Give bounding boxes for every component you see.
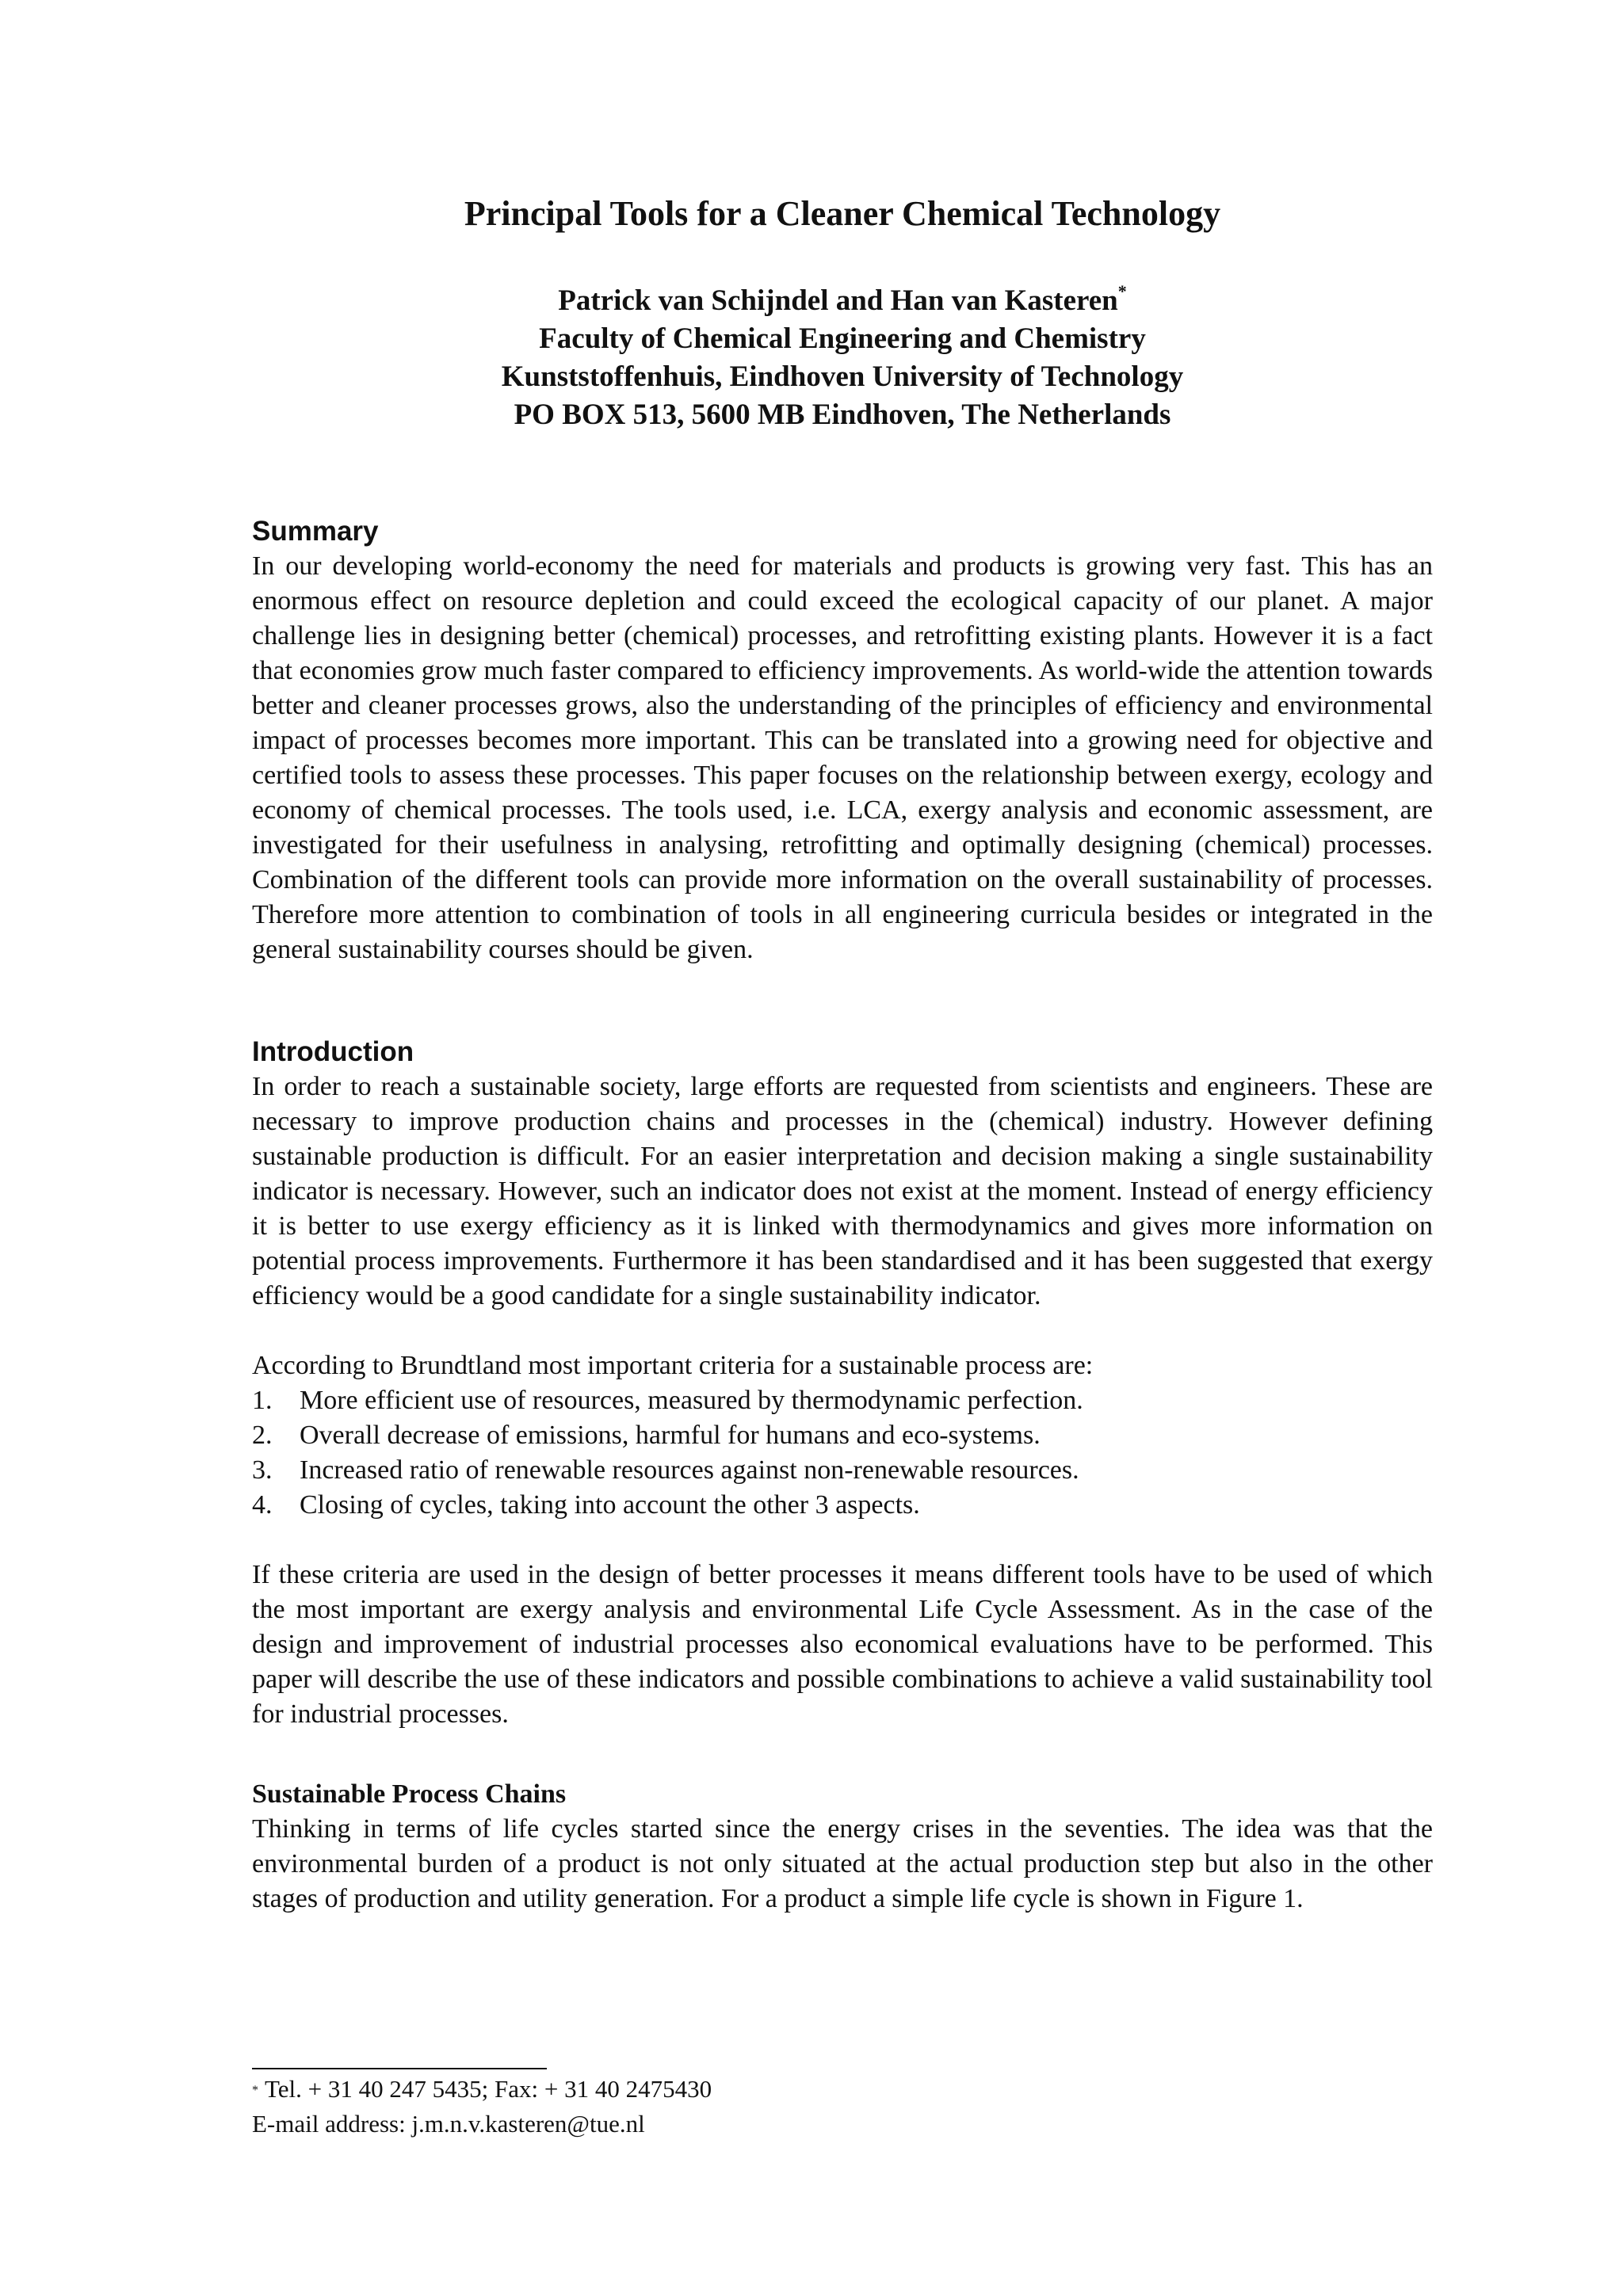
summary-text: In our developing world-economy the need for materials and products is growing very fast. This has an enormous effect on resource depletion and could exceed the ecological capacity of our planet. A major challenge lies in designing better (chemical) processes, and retrofitting existing plants. However it is a fact that economies grow much faster compared to efficiency improvements. As world-wide the attention towards better and cleaner processes grows, also the understanding of the principles of efficiency and environmental impact of processes becomes more important. This can be translated into a growing need for objective and certified tools to assess these processes. This paper focuses on the relationship between exergy, ecology and economy of chemical processes. The tools used, i.e. LCA, exergy analysis and economic assessment, are investigated for their usefulness in analysing, retrofitting and optimally designing (chemical) processes. Combination of the different tools can provide more information on the overall sustainability of processes. Therefore more attention to combination of tools in all engineering curricula besides or integrated in the general sustainability courses should be given. — [252, 551, 1433, 964]
list-item-text: Overall decrease of emissions, harmful for humans and eco-systems. — [300, 1421, 1041, 1450]
list-item-number: 3. — [252, 1455, 273, 1485]
affiliation-address: PO BOX 513, 5600 MB Eindhoven, The Netherlands — [514, 399, 1171, 431]
summary-section — [252, 513, 1433, 967]
footnote — [252, 2073, 1433, 2141]
author-names: Patrick van Schijndel and Han van Kasteren — [558, 284, 1118, 317]
list-item — [252, 1453, 1433, 1488]
footnote-phone-fax: Tel. + 31 40 247 5435; Fax: + 31 40 2475430 — [265, 2075, 712, 2103]
introduction-paragraph-1: In order to reach a sustainable society, large efforts are requested from scientists and engineers. These are necessary to improve production chains and processes in the (chemical) industry. However defining sustainable production is difficult. For an easier interpretation and decision making a single sustainability indicator is necessary. However, such an indicator does not exist at the moment. Instead of energy efficiency it is better to use exergy efficiency as it is linked with thermodynamics and gives more information on potential process improvements. Furthermore it has been standardised and it has been suggested that exergy efficiency would be a good candidate for a single sustainability indicator. — [252, 1072, 1433, 1310]
introduction-paragraph-2: If these criteria are used in the design of better processes it means different tools have to be used of which the most important are exergy analysis and environmental Life Cycle Assessment. As in the case of the design and improvement of industrial processes also economical evaluations have to be performed. This paper will describe the use of these indicators and possible combinations to achieve a valid sustainability tool for industrial processes. — [252, 1560, 1433, 1729]
process-chains-text: Thinking in terms of life cycles started since the energy crises in the seventies. The idea was that the environmental burden of a product is not only situated at the actual production step but also in the other stages of production and utility generation. For a product a simple life cycle is shown in Figure 1. — [252, 1814, 1433, 1913]
list-item-text: Closing of cycles, taking into account the other 3 aspects. — [300, 1490, 920, 1520]
list-item-number: 4. — [252, 1490, 273, 1520]
list-item-text: Increased ratio of renewable resources against non-renewable resources. — [300, 1455, 1079, 1485]
summary-heading: Summary — [252, 516, 379, 547]
paper-title: Principal Tools for a Cleaner Chemical Technology — [464, 194, 1221, 233]
list-item — [252, 1383, 1433, 1418]
list-item-text: More efficient use of resources, measured by thermodynamic perfection. — [300, 1386, 1083, 1415]
list-item — [252, 1418, 1433, 1453]
author-block — [252, 282, 1433, 434]
footnote-contact-line — [252, 2073, 1433, 2107]
affiliation-institute: Kunststoffenhuis, Eindhoven University of Technology — [501, 360, 1184, 393]
list-item — [252, 1488, 1433, 1523]
author-footnote-marker: * — [1117, 281, 1127, 301]
list-item-number: 1. — [252, 1386, 273, 1415]
introduction-section — [252, 1034, 1433, 1732]
criteria-list — [252, 1383, 1433, 1523]
affiliation-faculty: Faculty of Chemical Engineering and Chemistry — [539, 322, 1146, 355]
list-item-number: 2. — [252, 1421, 273, 1450]
footnote-divider — [252, 2068, 547, 2069]
author-names-line — [252, 282, 1433, 320]
footnote-email: E-mail address: j.m.n.v.kasteren@tue.nl — [252, 2110, 645, 2138]
process-chains-section — [252, 1777, 1433, 1917]
process-chains-heading: Sustainable Process Chains — [252, 1779, 567, 1809]
introduction-heading: Introduction — [252, 1036, 414, 1067]
criteria-intro: According to Brundtland most important criteria for a sustainable process are: — [252, 1351, 1094, 1380]
footnote-marker: * — [252, 2084, 258, 2097]
